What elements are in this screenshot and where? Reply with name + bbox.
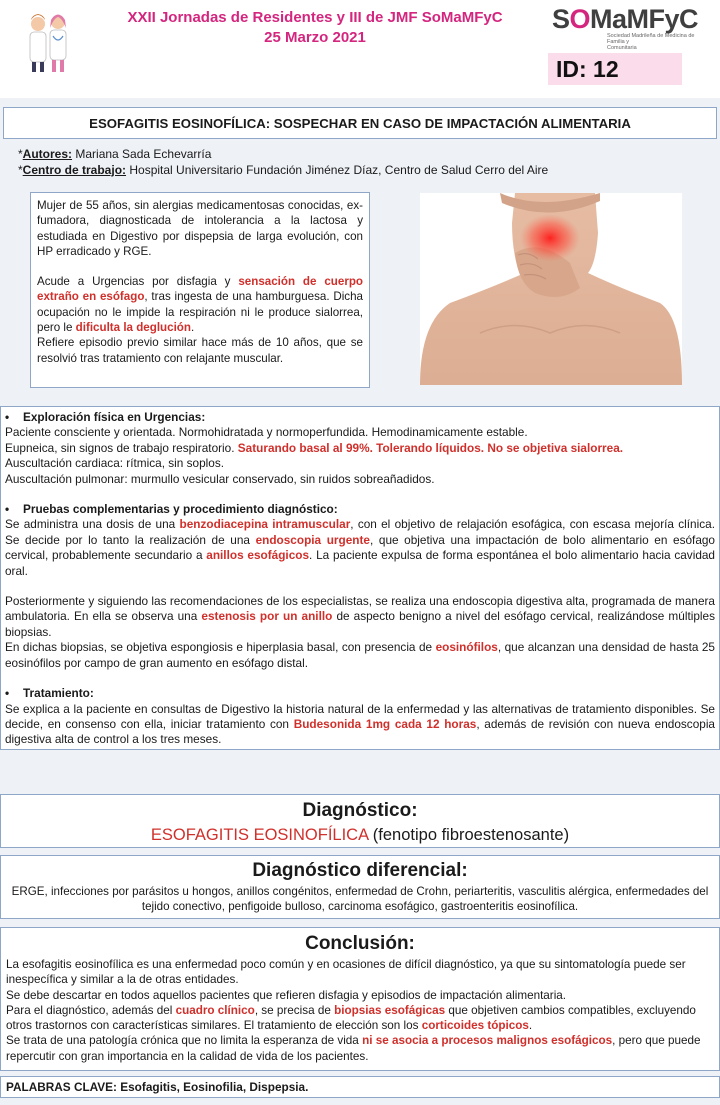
somamfyc-logo (552, 4, 712, 51)
treatment-text: Se explica a la paciente en consultas de Digestivo la historia natural de la enfermedad y las alternativas de tratamiento disponibles. Se decide, en consenso con ella, iniciar tratamiento con (5, 701, 715, 731)
treatment-highlight: Budesonida 1mg cada 12 horas (293, 716, 477, 731)
bullet-icon: • (5, 686, 10, 701)
authors-line: *Autores: Mariana Sada Echevarría (18, 147, 212, 161)
case-paragraph-1: Mujer de 55 años, sin alergias medicamentosas conocidas, ex-fumadora, diagnosticada de intolerancia a la lactosa y estudiada en Digestivo por dispepsia de larga evolución, con HP erradicado y RGE. (37, 199, 363, 258)
conclusion-highlight: ni se asocia a procesos malignos esofágicos (362, 1034, 613, 1048)
diagnosis-subtype: (fenotipo fibroestenosante) (368, 826, 570, 844)
conclusion-text: , se precisa de (254, 1003, 335, 1017)
exploration-line (5, 441, 715, 456)
tests-text: , que objetiva una impactación de bolo alimentario en esófago cervical, probablemente secundario a (5, 532, 715, 563)
treatment-section (5, 686, 715, 748)
differential-text: ERGE, infecciones por parásitos u hongos, anillos congénitos, enfermedad de Crohn, periarteritis, vasculitis alérgica, enfermedades del tejido conectivo, penfigoide bulloso, carcinoma esofágico, gastroenteritis eosinofílica. (11, 885, 709, 914)
poster-header (0, 0, 720, 98)
conclusion-text: Para el diagnóstico, además del (6, 1003, 176, 1017)
tests-highlight: eosinófilos (435, 640, 498, 655)
logo-wordmark (552, 4, 712, 35)
conclusion-paragraph-4 (6, 1033, 714, 1064)
diagnosis-text (1, 824, 719, 846)
tests-text: Se administra una dosis de una (5, 517, 180, 532)
tests-highlight: endoscopia urgente (255, 532, 370, 547)
tests-text: , con el objetivo de relajación esofágica, con escasa mejoría clínica. Se decide por lo tanto la realización de una (5, 517, 715, 547)
tests-heading (5, 502, 715, 517)
conference-line-1: XXII Jornadas de Residentes y III de JMF SoMaMFyC (127, 9, 503, 26)
differential-diagnosis-box (0, 855, 720, 919)
exploration-heading (5, 410, 715, 425)
tests-paragraph-2 (5, 594, 715, 640)
logo-subtitle (607, 33, 712, 51)
case-highlight: sensación de cuerpo extraño en esófago (37, 275, 363, 304)
bullet-icon: • (5, 502, 10, 517)
conclusion-text: Se trata de una patología crónica que no limita la esperanza de vida (6, 1034, 363, 1048)
case-text: Acude a Urgencias por disfagia y (37, 275, 239, 289)
conclusion-paragraph-3 (6, 1003, 714, 1034)
tests-text: Posteriormente y siguiendo las recomendaciones de los especialistas, se realiza una endoscopia digestiva alta, programada de manera ambulatoria. En ella se observa una (5, 594, 715, 624)
treatment-text: , además de revisión con nueva endoscopia digestiva alta de control a los tres meses. (5, 716, 715, 747)
tests-text: , que alcanzan una densidad de hasta 25 eosinófilos por campo de gran aumento en esófago distal. (5, 640, 715, 670)
conclusion-paragraph-2: Se debe descartar en todos aquellos pacientes que refieren disfagia y episodios de impactación alimentaria. (6, 988, 567, 1002)
conclusion-paragraph-1: La esofagitis eosinofílica es una enfermedad poco común y en ocasiones de difícil diagnóstico, ya que su sintomatología puede ser inespecífica y similar a la de otras entidades. (6, 958, 686, 987)
authors-label: Autores: (22, 147, 73, 161)
tests-paragraph-3 (5, 640, 715, 671)
conclusion-heading: Conclusión: (305, 933, 415, 954)
exploration-section (5, 410, 715, 487)
tests-text: En dichas biopsias, se objetiva espongiosis e hiperplasia basal, con presencia de (5, 640, 436, 655)
patient-throat-photo (420, 193, 682, 385)
conclusion-text: que objetiven cambios compatibles, excluyendo otros trastornos con características similares. El tratamiento de elección son los (6, 1003, 696, 1033)
case-text: , tras ingesta de una hamburguesa. Dicha ocupación no le impide la respiración ni le produce sialorrea, pero le (37, 290, 363, 335)
treatment-heading-text: Tratamiento: (23, 686, 94, 701)
diagnosis-main: ESOFAGITIS EOSINOFÍLICA (150, 826, 369, 844)
tests-text: . La paciente expulsa de forma espontánea el bolo alimentario hacia cavidad oral. (5, 548, 715, 578)
conference-date: 25 Marzo 2021 (264, 29, 366, 46)
authors-block (18, 147, 548, 178)
logo-subtitle-line-2: Comunitaria (607, 45, 637, 51)
differential-heading: Diagnóstico diferencial: (252, 860, 468, 881)
conclusion-highlight: cuadro clínico (175, 1003, 255, 1017)
exploration-text: Eupneica, sin signos de trabajo respiratorio. (5, 440, 238, 455)
poster-title: ESOFAGITIS EOSINOFÍLICA: SOSPECHAR EN CASO DE IMPACTACIÓN ALIMENTARIA (3, 107, 717, 139)
tests-heading-text: Pruebas complementarias y procedimiento diagnóstico: (23, 502, 338, 517)
tests-highlight: anillos esofágicos (206, 548, 310, 563)
exploration-heading-text: Exploración física en Urgencias: (23, 410, 206, 424)
logo-letters-rest: MaMFyC (590, 4, 699, 34)
case-paragraph-3: Refiere episodio previo similar hace más de 10 años, que se resolvió tras tratamiento con relajante muscular. (37, 336, 363, 365)
keywords-box: PALABRAS CLAVE: Esofagitis, Eosinofilia, Dispepsia. (0, 1076, 720, 1098)
logo-letter-o: O (569, 4, 591, 34)
workplace-value: Hospital Universitario Fundación Jiménez Díaz, Centro de Salud Cerro del Aire (129, 162, 549, 177)
tests-text: de aspecto benigno a nivel del esófago cervical, realizándose múltiples biopsias. (5, 609, 715, 639)
treatment-heading (5, 686, 715, 701)
tests-highlight: estenosis por un anillo (201, 609, 333, 624)
logo-letter-s: S (552, 4, 570, 34)
conclusion-highlight: corticoides tópicos (421, 1019, 529, 1033)
conclusion-box (0, 927, 720, 1071)
conclusion-highlight: biopsias esofágicas (334, 1003, 446, 1017)
poster-id-badge: ID: 12 (548, 53, 682, 85)
workplace-label: Centro de trabajo: (22, 162, 127, 177)
tests-highlight: benzodiacepina intramuscular (179, 517, 351, 532)
conclusion-text: , pero que puede repercutir con gran importancia en la calidad de vida de los pacientes. (6, 1034, 701, 1063)
doctors-illustration (22, 6, 74, 74)
tests-section (5, 502, 715, 579)
conclusion-text: . (528, 1019, 533, 1033)
case-highlight: dificulta la deglución (75, 321, 191, 335)
exploration-line: Paciente consciente y orientada. Normohidratada y normoperfundida. Hemodinamicamente estable. (5, 425, 528, 440)
conference-title (95, 8, 535, 48)
exploration-line: Auscultación cardiaca: rítmica, sin soplos. (5, 456, 224, 471)
exploration-line: Auscultación pulmonar: murmullo vesicular conservado, sin ruidos sobreañadidos. (5, 471, 435, 486)
tests-followup-section (5, 594, 715, 671)
treatment-paragraph (5, 702, 715, 748)
logo-subtitle-line-1: Sociedad Madrileña de Medicina de Familia y (607, 33, 695, 45)
case-paragraph-2 (37, 274, 363, 335)
bullet-icon: • (5, 410, 10, 424)
diagnosis-box (0, 794, 720, 848)
tests-paragraph-1 (5, 517, 715, 579)
clinical-details-box (0, 406, 720, 750)
authors-value: Mariana Sada Echevarría (75, 147, 212, 161)
diagnosis-heading: Diagnóstico: (302, 800, 418, 821)
case-text: . (190, 321, 195, 335)
workplace-line: *Centro de trabajo: Hospital Universitario Fundación Jiménez Díaz, Centro de Salud Cerro del Aire (18, 162, 549, 177)
case-presentation-box (30, 192, 370, 388)
exploration-highlight: Saturando basal al 99%. Tolerando líquidos. No se objetiva sialorrea. (237, 440, 624, 455)
